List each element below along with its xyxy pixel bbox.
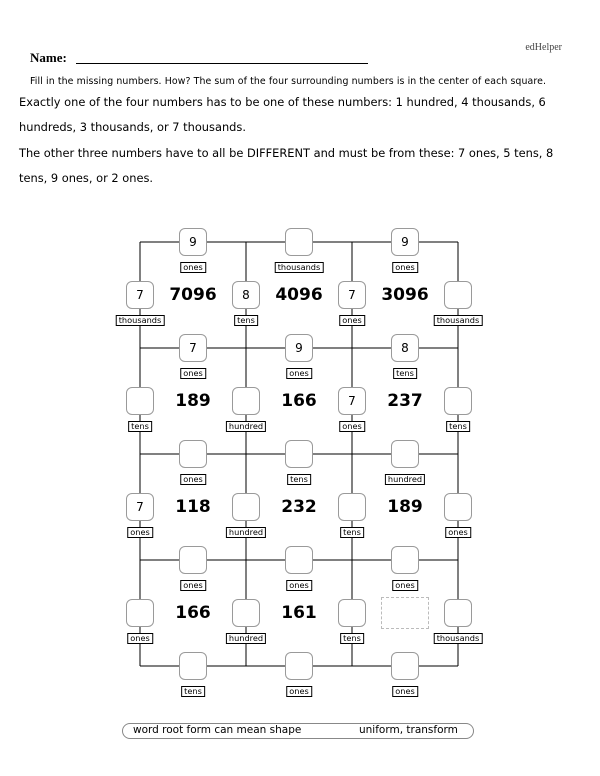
number-box[interactable] <box>391 652 419 680</box>
center-sum: 7096 <box>169 285 217 305</box>
name-label: Name: <box>30 50 67 65</box>
place-value-label: ones <box>339 421 365 432</box>
number-box[interactable]: 9 <box>179 228 207 256</box>
place-value-label: ones <box>445 527 471 538</box>
number-box[interactable] <box>285 652 313 680</box>
place-value-label: ones <box>180 580 206 591</box>
number-box[interactable] <box>232 387 260 415</box>
number-box[interactable] <box>391 440 419 468</box>
number-box[interactable] <box>285 228 313 256</box>
center-sum: 161 <box>281 603 317 623</box>
place-value-label: hundred <box>226 633 266 644</box>
footer-left-text: word root form can mean shape <box>133 724 302 736</box>
number-box[interactable] <box>285 546 313 574</box>
number-box[interactable]: 8 <box>391 334 419 362</box>
number-box[interactable] <box>179 440 207 468</box>
place-value-label: ones <box>339 315 365 326</box>
place-value-label: ones <box>180 474 206 485</box>
center-sum: 232 <box>281 497 317 517</box>
place-value-label: hundred <box>226 527 266 538</box>
center-sum: 4096 <box>275 285 323 305</box>
number-box[interactable] <box>179 652 207 680</box>
place-value-label: hundred <box>226 421 266 432</box>
center-sum: 118 <box>175 497 211 517</box>
rule-paragraph-line: tens, 9 ones, or 2 ones. <box>19 171 154 185</box>
number-box[interactable] <box>232 599 260 627</box>
number-box[interactable]: 7 <box>179 334 207 362</box>
number-box[interactable] <box>444 599 472 627</box>
place-value-label: tens <box>393 368 417 379</box>
number-box[interactable]: 8 <box>232 281 260 309</box>
place-value-label: tens <box>340 527 364 538</box>
number-box[interactable] <box>338 599 366 627</box>
number-box[interactable] <box>444 387 472 415</box>
place-value-label: tens <box>446 421 470 432</box>
number-box[interactable]: 7 <box>338 281 366 309</box>
center-sum: 189 <box>175 391 211 411</box>
number-box[interactable] <box>232 493 260 521</box>
place-value-label: thousands <box>116 315 165 326</box>
center-sum: 166 <box>175 603 211 623</box>
place-value-label: ones <box>392 580 418 591</box>
number-box[interactable]: 9 <box>391 228 419 256</box>
number-box[interactable]: 9 <box>285 334 313 362</box>
place-value-label: tens <box>234 315 258 326</box>
place-value-label: tens <box>181 686 205 697</box>
rule-paragraph-line: hundreds, 3 thousands, or 7 thousands. <box>19 120 246 134</box>
place-value-label: ones <box>180 368 206 379</box>
number-box[interactable] <box>391 546 419 574</box>
place-value-label: thousands <box>434 315 483 326</box>
number-box[interactable] <box>179 546 207 574</box>
place-value-label: tens <box>128 421 152 432</box>
rule-paragraph-line: The other three numbers have to all be DIFFERENT and must be from these: 7 ones, 5 tens, 8 <box>19 146 554 160</box>
rule-paragraph-line: Exactly one of the four numbers has to be one of these numbers: 1 hundred, 4 thousands, 6 <box>19 95 546 109</box>
center-sum: 237 <box>387 391 423 411</box>
place-value-label: thousands <box>434 633 483 644</box>
number-box[interactable] <box>338 493 366 521</box>
place-value-label: ones <box>180 262 206 273</box>
footer-right-text: uniform, transform <box>359 724 458 736</box>
instruction-text: Fill in the missing numbers. How? The sum of the four surrounding numbers is in the center of each square. <box>30 76 547 87</box>
place-value-label: ones <box>392 262 418 273</box>
empty-sum-placeholder <box>381 597 429 629</box>
place-value-label: ones <box>286 686 312 697</box>
number-box[interactable]: 7 <box>126 281 154 309</box>
number-box[interactable] <box>126 387 154 415</box>
place-value-label: ones <box>127 527 153 538</box>
place-value-label: tens <box>287 474 311 485</box>
number-box[interactable]: 7 <box>126 493 154 521</box>
number-box[interactable] <box>444 493 472 521</box>
center-sum: 189 <box>387 497 423 517</box>
place-value-label: thousands <box>275 262 324 273</box>
number-box[interactable] <box>444 281 472 309</box>
center-sum: 166 <box>281 391 317 411</box>
place-value-label: ones <box>286 580 312 591</box>
number-box[interactable] <box>126 599 154 627</box>
center-sum: 3096 <box>381 285 429 305</box>
place-value-label: tens <box>340 633 364 644</box>
number-box[interactable]: 7 <box>338 387 366 415</box>
place-value-label: ones <box>127 633 153 644</box>
place-value-label: ones <box>286 368 312 379</box>
place-value-label: hundred <box>385 474 425 485</box>
place-value-label: ones <box>392 686 418 697</box>
number-box[interactable] <box>285 440 313 468</box>
brand-label: edHelper <box>525 42 562 53</box>
word-root-footer <box>122 723 474 739</box>
